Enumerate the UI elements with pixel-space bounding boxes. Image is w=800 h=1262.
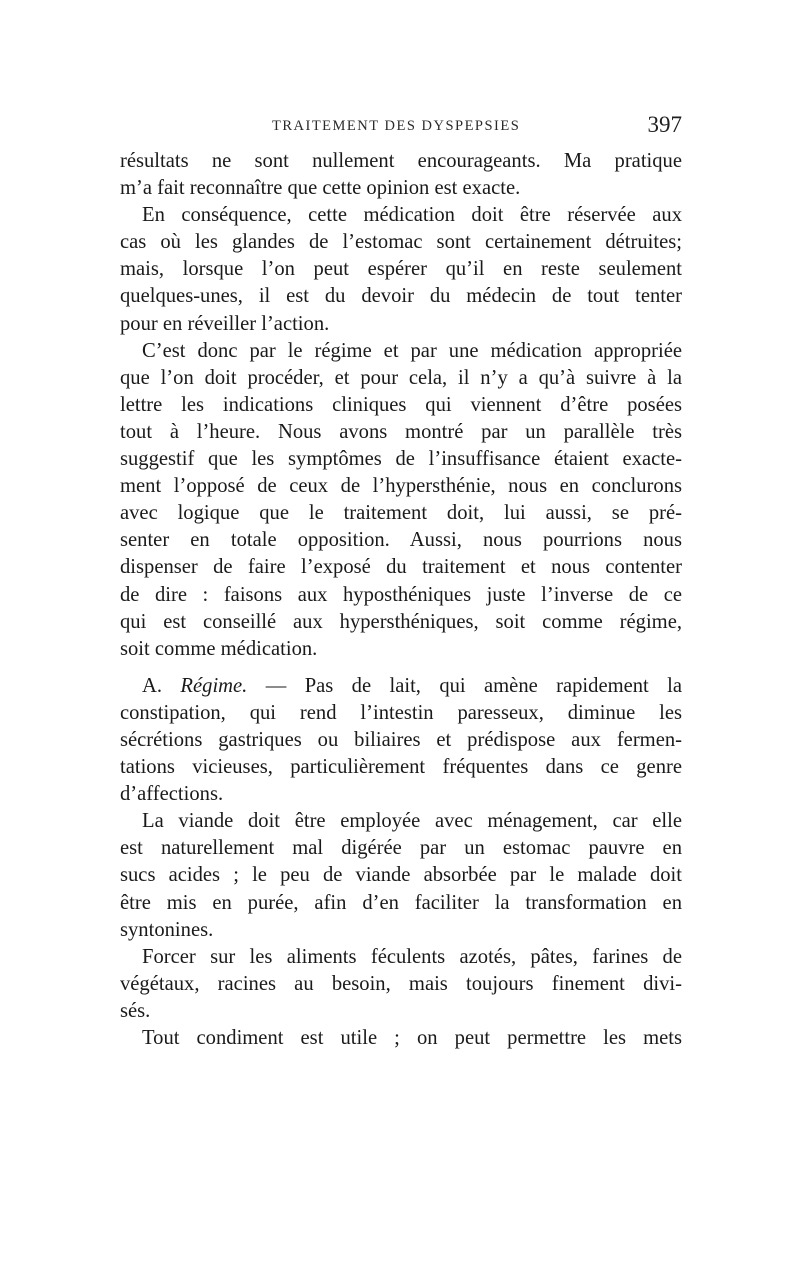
text-line: pour en réveiller l’action. <box>120 312 330 335</box>
section-letter: A. <box>142 674 163 697</box>
text-line: que l’on doit procéder, et pour cela, il n’y a qu’à suivre à la <box>120 366 682 389</box>
text-line: tations vicieuses, particulièrement fréquentes dans ce genre <box>120 756 682 779</box>
section-heading-line <box>120 673 682 700</box>
text-line: dispenser de faire l’exposé du traitement et nous contenter <box>120 556 682 579</box>
text-line: sucs acides ; le peu de viande absorbée par le malade doit <box>120 864 682 887</box>
section-text: — Pas de lait, qui amène rapidement la <box>265 674 683 697</box>
text-line: mais, lorsque l’on peut espérer qu’il en reste seulement <box>120 258 682 281</box>
paragraph-gap <box>120 663 682 673</box>
text-line: avec logique que le traitement doit, lui aussi, se pré- <box>120 502 682 525</box>
text-line: végétaux, racines au besoin, mais toujours finement divi- <box>120 972 682 995</box>
text-line: tout à l’heure. Nous avons montré par un parallèle très <box>120 420 682 443</box>
text-line: Tout condiment est utile ; on peut permettre les mets <box>142 1027 682 1049</box>
text-line: constipation, qui rend l’intestin paresseux, diminue les <box>120 701 682 724</box>
text-line: qui est conseillé aux hypersthéniques, soit comme régime, <box>120 610 682 633</box>
text-line: être mis en purée, afin d’en faciliter la transformation en <box>120 891 682 914</box>
text-line: résultats ne sont nullement encourageants. Ma pratique <box>120 150 682 172</box>
text-line: En conséquence, cette médication doit être réservée aux <box>142 204 682 227</box>
section-title: Régime. <box>180 674 248 697</box>
text-line: sécrétions gastriques ou biliaires et prédispose aux fermen- <box>120 728 682 751</box>
text-line: Forcer sur les aliments féculents azotés, pâtes, farines de <box>142 945 682 968</box>
text-line: quelques-unes, il est du devoir du médecin de tout tenter <box>120 285 682 308</box>
text-line: syntonines. <box>120 918 214 941</box>
page-number: 397 <box>647 112 682 137</box>
text-line: de dire : faisons aux hyposthéniques juste l’inverse de ce <box>120 583 682 606</box>
text-line: suggestif que les symptômes de l’insuffisance étaient exacte- <box>120 448 682 471</box>
text-line: soit comme médication. <box>120 637 318 660</box>
text-line: est naturellement mal digérée par un estomac pauvre en <box>120 837 682 860</box>
text-line: C’est donc par le régime et par une médication appropriée <box>142 339 682 362</box>
text-line: cas où les glandes de l’estomac sont certainement détruites; <box>120 231 682 254</box>
running-head <box>120 112 682 146</box>
text-line: senter en totale opposition. Aussi, nous pourrions nous <box>120 529 682 552</box>
text-line: La viande doit être employée avec ménagement, car elle <box>142 810 682 833</box>
text-line: d’affections. <box>120 783 224 806</box>
running-title: TRAITEMENT DES DYSPEPSIES <box>272 118 521 134</box>
text-line: m’a fait reconnaître que cette opinion est exacte. <box>120 177 521 200</box>
text-line: ment l’opposé de ceux de l’hypersthénie, nous en conclurons <box>120 475 682 498</box>
book-page <box>120 112 682 1052</box>
body-text <box>120 148 682 1052</box>
text-line: lettre les indications cliniques qui viennent d’être posées <box>120 393 682 416</box>
text-line: sés. <box>120 999 151 1022</box>
